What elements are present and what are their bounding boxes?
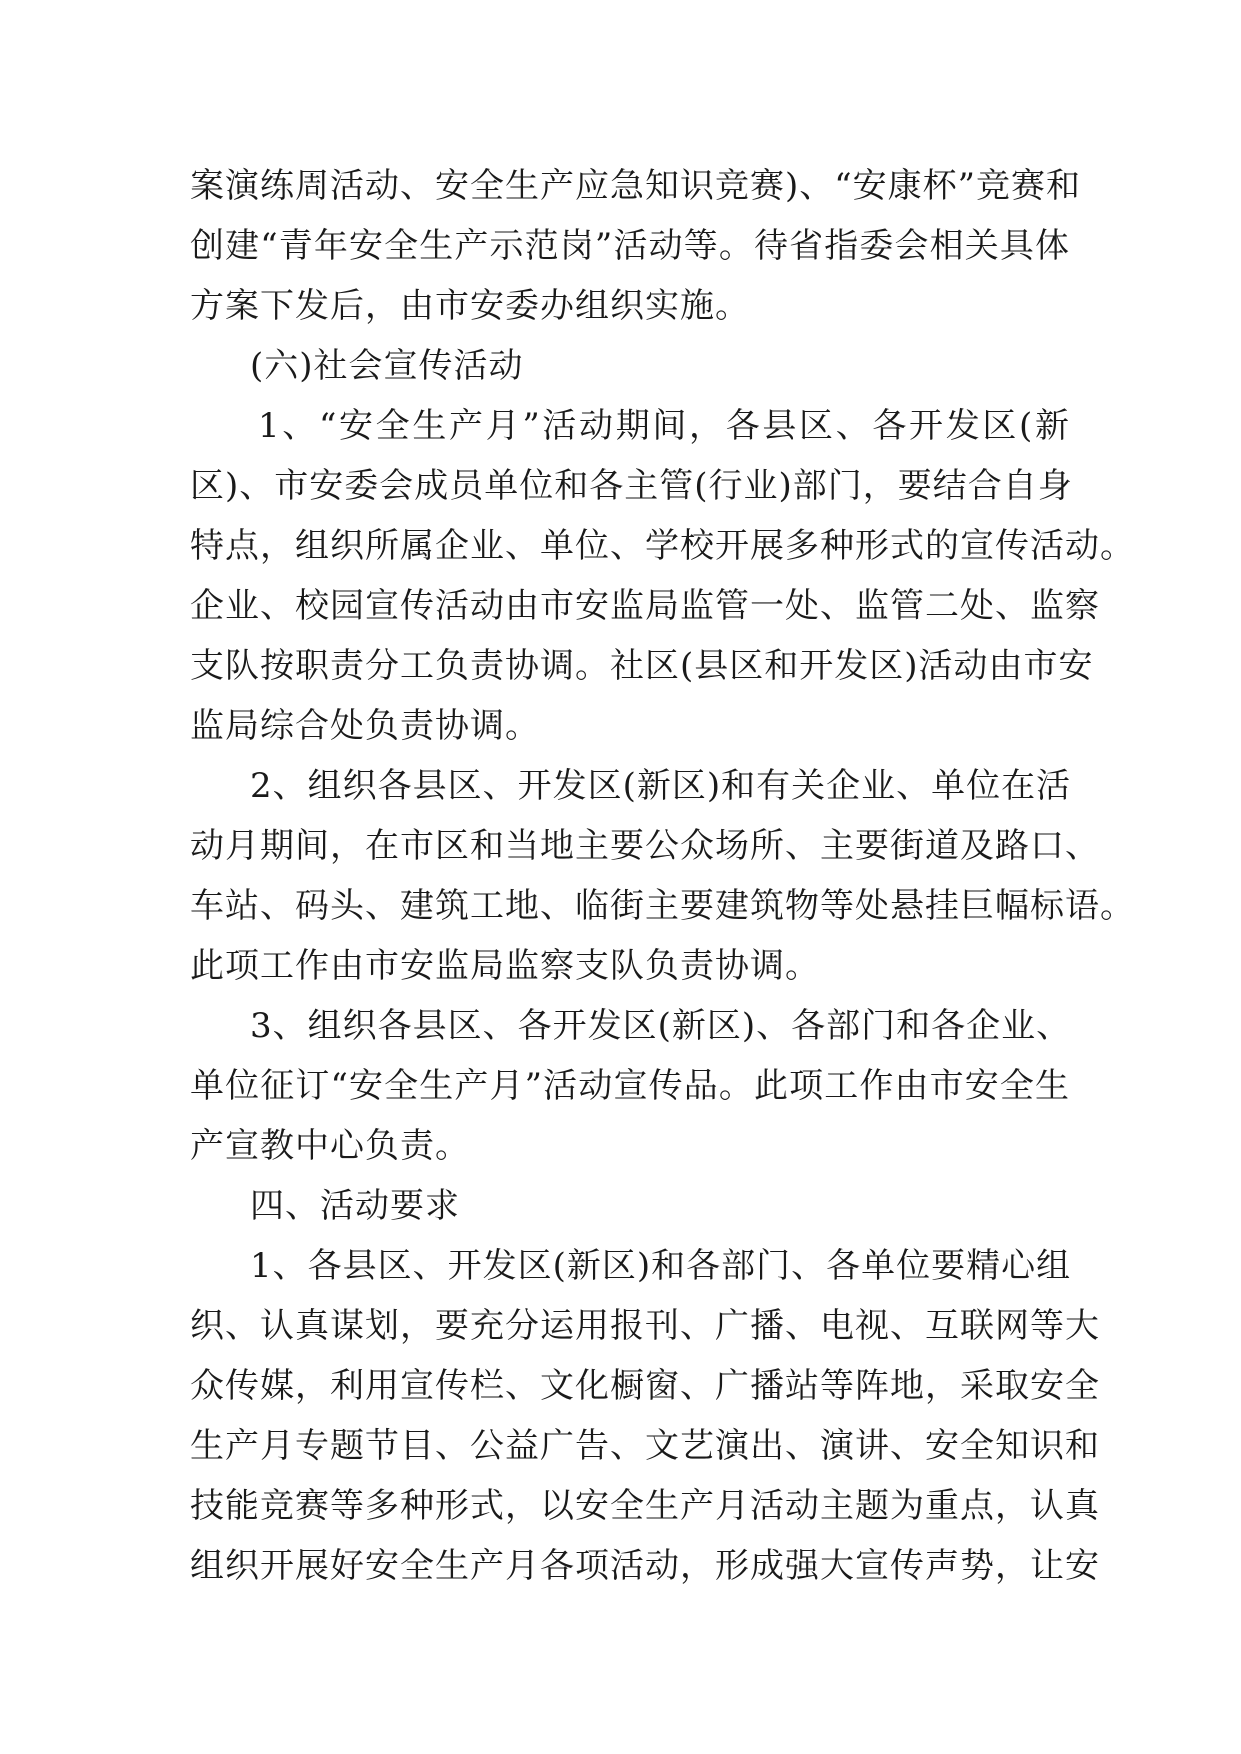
text-line: 区)、市安委会成员单位和各主管(行业)部门，要结合自身: [190, 466, 1073, 506]
text-line: 技能竞赛等多种形式，以安全生产月活动主题为重点，认真: [190, 1486, 1100, 1526]
text-line: 单位征订“安全生产月”活动宣传品。此项工作由市安全生: [190, 1066, 1070, 1106]
text-line: 组织开展好安全生产月各项活动，形成强大宣传声势，让安: [190, 1546, 1100, 1586]
text-line: 创建“青年安全生产示范岗”活动等。待省指委会相关具体: [190, 226, 1070, 266]
section-heading: (六)社会宣传活动: [250, 346, 524, 386]
text-line: 案演练周活动、安全生产应急知识竞赛)、“安康杯”竞赛和: [190, 166, 1082, 206]
text-line: 众传媒，利用宣传栏、文化橱窗、广播站等阵地，采取安全: [190, 1366, 1100, 1406]
text-line: 车站、码头、建筑工地、临街主要建筑物等处悬挂巨幅标语。: [190, 886, 1135, 926]
text-line: 3、组织各县区、各开发区(新区)、各部门和各企业、: [250, 1006, 1072, 1046]
text-line: 监局综合处负责协调。: [190, 706, 540, 746]
document-body: [190, 156, 1135, 1596]
section-heading: 四、活动要求: [250, 1186, 460, 1226]
text-line: 1、各县区、开发区(新区)和各部门、各单位要精心组: [250, 1246, 1072, 1286]
text-line: 生产月专题节目、公益广告、文艺演出、演讲、安全知识和: [190, 1426, 1100, 1466]
text-line: 企业、校园宣传活动由市安监局监管一处、监管二处、监察: [190, 586, 1100, 626]
text-line: 2、组织各县区、开发区(新区)和有关企业、单位在活: [250, 766, 1072, 806]
text-line: 产宣教中心负责。: [190, 1126, 470, 1166]
text-line: 特点，组织所属企业、单位、学校开展多种形式的宣传活动。: [190, 526, 1135, 566]
text-line: 1、“安全生产月”活动期间，各县区、各开发区(新: [258, 406, 1070, 446]
text-line: 方案下发后，由市安委办组织实施。: [190, 286, 750, 326]
text-line: 动月期间，在市区和当地主要公众场所、主要街道及路口、: [190, 826, 1100, 866]
text-line: 此项工作由市安监局监察支队负责协调。: [190, 946, 820, 986]
text-line: 织、认真谋划，要充分运用报刊、广播、电视、互联网等大: [190, 1306, 1100, 1346]
text-line: 支队按职责分工负责协调。社区(县区和开发区)活动由市安: [190, 646, 1094, 686]
